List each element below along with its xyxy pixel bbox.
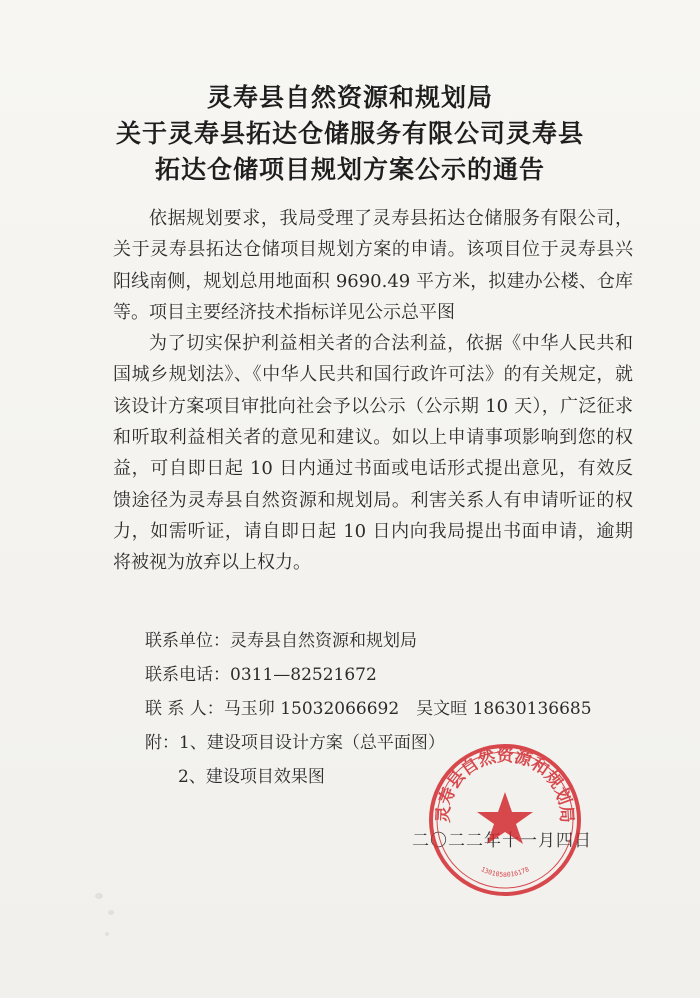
paragraph-2: 为了切实保护利益相关者的合法利益，依据《中华人民共和国城乡规划法》、《中华人民共和国行政许可法》的有关规定，就该设计方案项目审批向社会予以公示（公示期 10 天），广泛征求和听取利益相关者的意见和建议。如以上申请事项影响到您的权益，可自即日起 10 日内通过书面或电话形式提出意见，有效反馈途径为灵寿县自然资源和规划局。利害关系人有申请听证的权力，如需听证，请自即日起 10 日内向我局提出书面申请，逾期将被视为放弃以上权力。	[113, 333, 633, 574]
paragraph-1: 依据规划要求，我局受理了灵寿县拓达仓储服务有限公司，关于灵寿县拓达仓储项目规划方案的申请。该项目位于灵寿县兴阳线南侧，规划总用地面积 9690.49 平方米，拟建办公楼、仓库等。项目主要经济技术指标详见公示总平图	[113, 208, 633, 323]
attachment-2: 2、建设项目效果图	[178, 767, 325, 787]
contact-unit: 联系单位：灵寿县自然资源和规划局	[145, 631, 417, 651]
svg-text:1301058016178: 1301058016178	[479, 865, 531, 879]
title-line-2: 关于灵寿县拓达仓储服务有限公司灵寿县	[115, 119, 584, 148]
paper-mark	[108, 910, 114, 915]
title-line-3: 拓达仓储项目规划方案公示的通告	[154, 155, 545, 184]
seal-stamp-icon	[425, 740, 585, 900]
attachment-1: 附：1、建设项目设计方案（总平面图）	[145, 733, 445, 753]
svg-text:灵寿县自然资源和规划局: 灵寿县自然资源和规划局	[433, 746, 577, 824]
issue-date: 二〇二二年十一月四日	[412, 831, 592, 851]
official-seal	[425, 740, 585, 900]
paper-mark	[105, 932, 109, 936]
notice-body	[113, 203, 633, 579]
notice-title	[0, 80, 700, 188]
title-line-1: 灵寿县自然资源和规划局	[206, 83, 493, 112]
contact-person: 联 系 人：马玉卯 15032066692 吴文晅 18630136685	[145, 699, 592, 719]
paper-mark	[95, 893, 103, 899]
contact-phone: 联系电话：0311—82521672	[145, 665, 377, 685]
